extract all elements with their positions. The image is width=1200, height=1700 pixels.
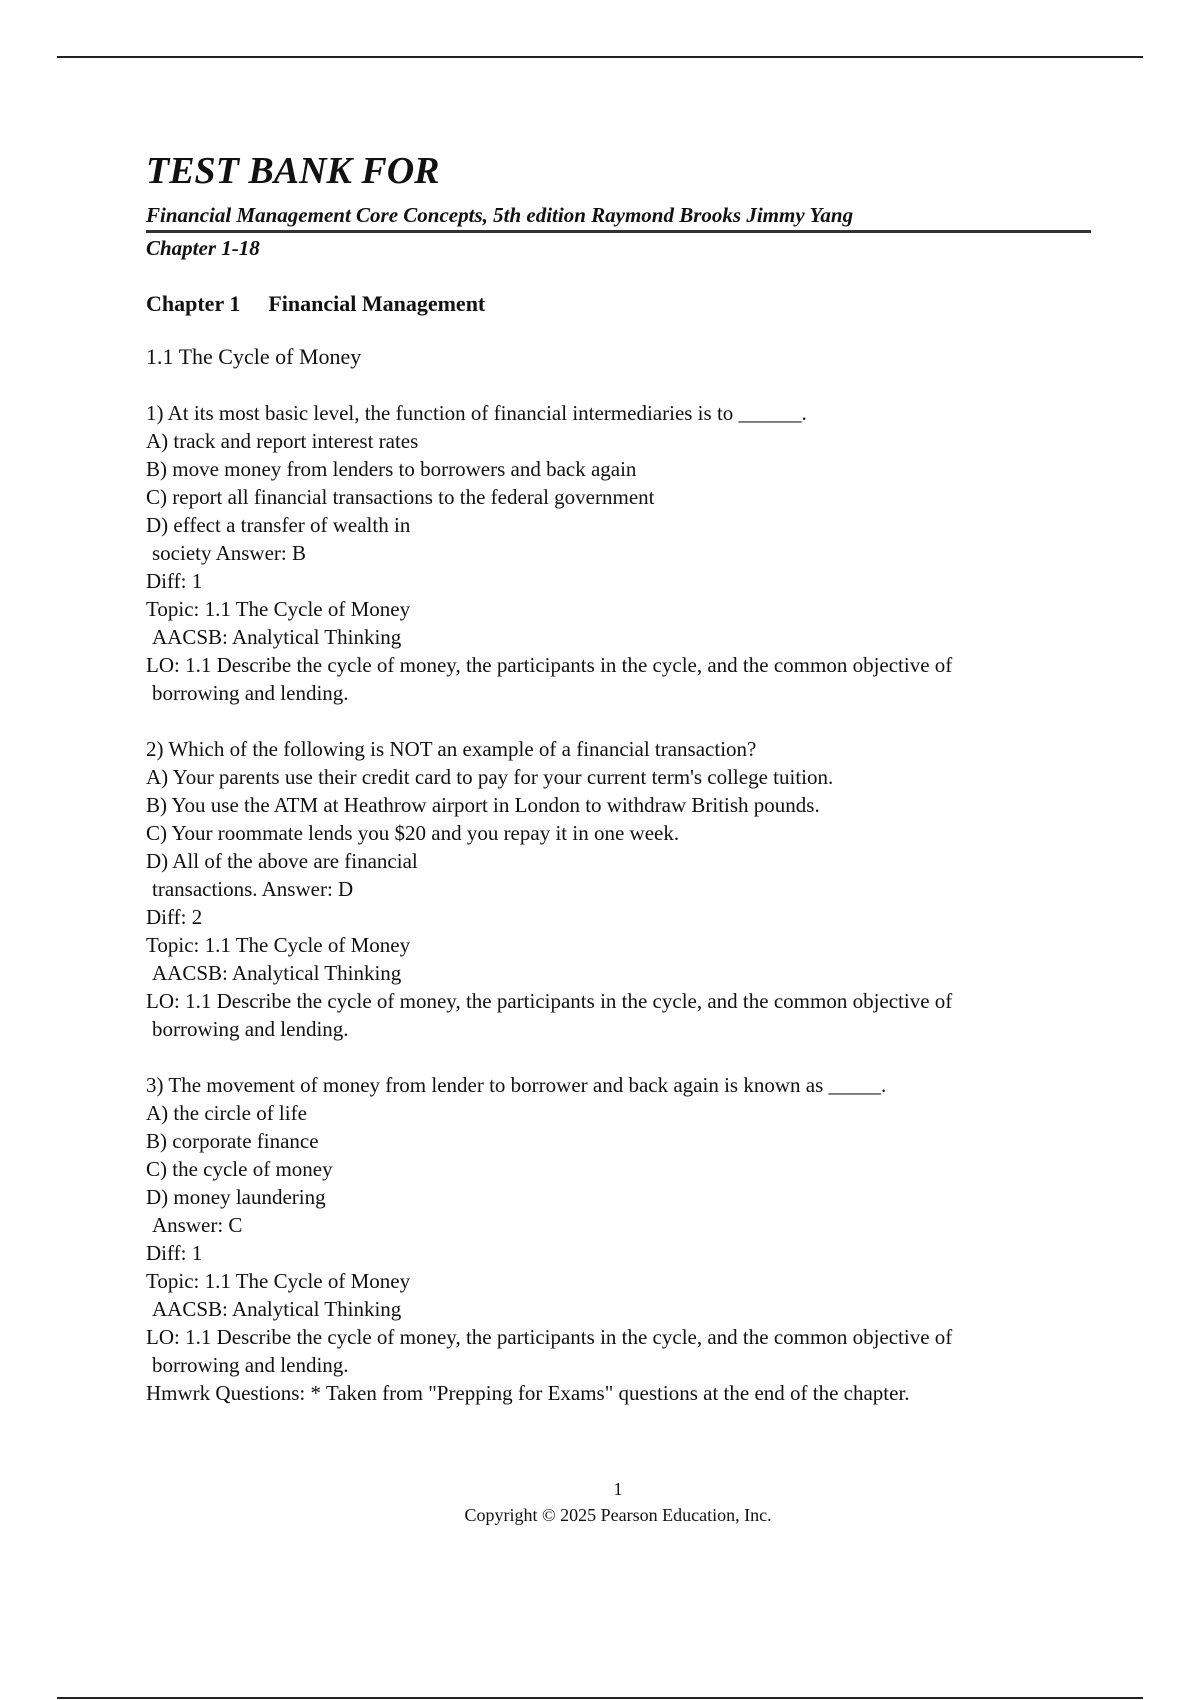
chapter-title: Financial Management xyxy=(268,290,486,316)
aacsb: AACSB: Analytical Thinking xyxy=(152,1296,402,1321)
learning-objective: LO: 1.1 Describe the cycle of money, the participants in the cycle, and the common objective of xyxy=(146,988,953,1013)
option-c: C) report all financial transactions to the federal government xyxy=(146,484,655,509)
section-heading: 1.1 The Cycle of Money xyxy=(146,343,362,369)
question-1 xyxy=(146,399,1126,707)
difficulty: Diff: 1 xyxy=(146,568,203,593)
homework-note: Hmwrk Questions: * Taken from "Prepping for Exams" questions at the end of the chapter. xyxy=(146,1380,910,1405)
option-c: C) the cycle of money xyxy=(146,1156,333,1181)
option-a: A) track and report interest rates xyxy=(146,428,419,453)
page-footer xyxy=(0,1476,1200,1528)
option-a: A) Your parents use their credit card to pay for your current term's college tuition. xyxy=(146,764,834,789)
option-d: D) money laundering xyxy=(146,1184,326,1209)
learning-objective-continued: borrowing and lending. xyxy=(152,1016,349,1041)
top-rule xyxy=(57,56,1143,58)
question-stem: 1) At its most basic level, the function of financial intermediaries is to ______. xyxy=(146,400,807,425)
option-b: B) You use the ATM at Heathrow airport in London to withdraw British pounds. xyxy=(146,792,820,817)
question-2 xyxy=(146,735,1126,1043)
bottom-rule xyxy=(57,1697,1143,1699)
answer-line: society Answer: B xyxy=(152,540,306,565)
document-subtitle: Financial Management Core Concepts, 5th edition Raymond Brooks Jimmy Yang xyxy=(146,200,1091,233)
learning-objective: LO: 1.1 Describe the cycle of money, the participants in the cycle, and the common objective of xyxy=(146,1324,953,1349)
aacsb: AACSB: Analytical Thinking xyxy=(152,624,402,649)
chapter-range: Chapter 1-18 xyxy=(146,235,260,260)
difficulty: Diff: 1 xyxy=(146,1240,203,1265)
topic: Topic: 1.1 The Cycle of Money xyxy=(146,932,411,957)
aacsb: AACSB: Analytical Thinking xyxy=(152,960,402,985)
option-c: C) Your roommate lends you $20 and you repay it in one week. xyxy=(146,820,680,845)
difficulty: Diff: 2 xyxy=(146,904,203,929)
answer-line: Answer: C xyxy=(152,1212,243,1237)
topic: Topic: 1.1 The Cycle of Money xyxy=(146,596,411,621)
copyright-notice: Copyright © 2025 Pearson Education, Inc. xyxy=(464,1505,772,1525)
learning-objective: LO: 1.1 Describe the cycle of money, the participants in the cycle, and the common objective of xyxy=(146,652,953,677)
page-number: 1 xyxy=(613,1479,623,1499)
option-b: B) move money from lenders to borrowers and back again xyxy=(146,456,637,481)
learning-objective-continued: borrowing and lending. xyxy=(152,1352,349,1377)
option-d: D) All of the above are financial xyxy=(146,848,418,873)
document-title: TEST BANK FOR xyxy=(146,150,440,192)
option-a: A) the circle of life xyxy=(146,1100,307,1125)
question-stem: 2) Which of the following is NOT an example of a financial transaction? xyxy=(146,736,757,761)
topic: Topic: 1.1 The Cycle of Money xyxy=(146,1268,411,1293)
page-content xyxy=(146,150,1126,1407)
answer-line: transactions. Answer: D xyxy=(152,876,354,901)
chapter-number: Chapter 1 xyxy=(146,290,241,316)
learning-objective-continued: borrowing and lending. xyxy=(152,680,349,705)
chapter-heading xyxy=(146,289,1126,319)
option-d: D) effect a transfer of wealth in xyxy=(146,512,411,537)
option-b: B) corporate finance xyxy=(146,1128,319,1153)
question-3 xyxy=(146,1071,1126,1407)
question-stem: 3) The movement of money from lender to borrower and back again is known as _____. xyxy=(146,1072,887,1097)
